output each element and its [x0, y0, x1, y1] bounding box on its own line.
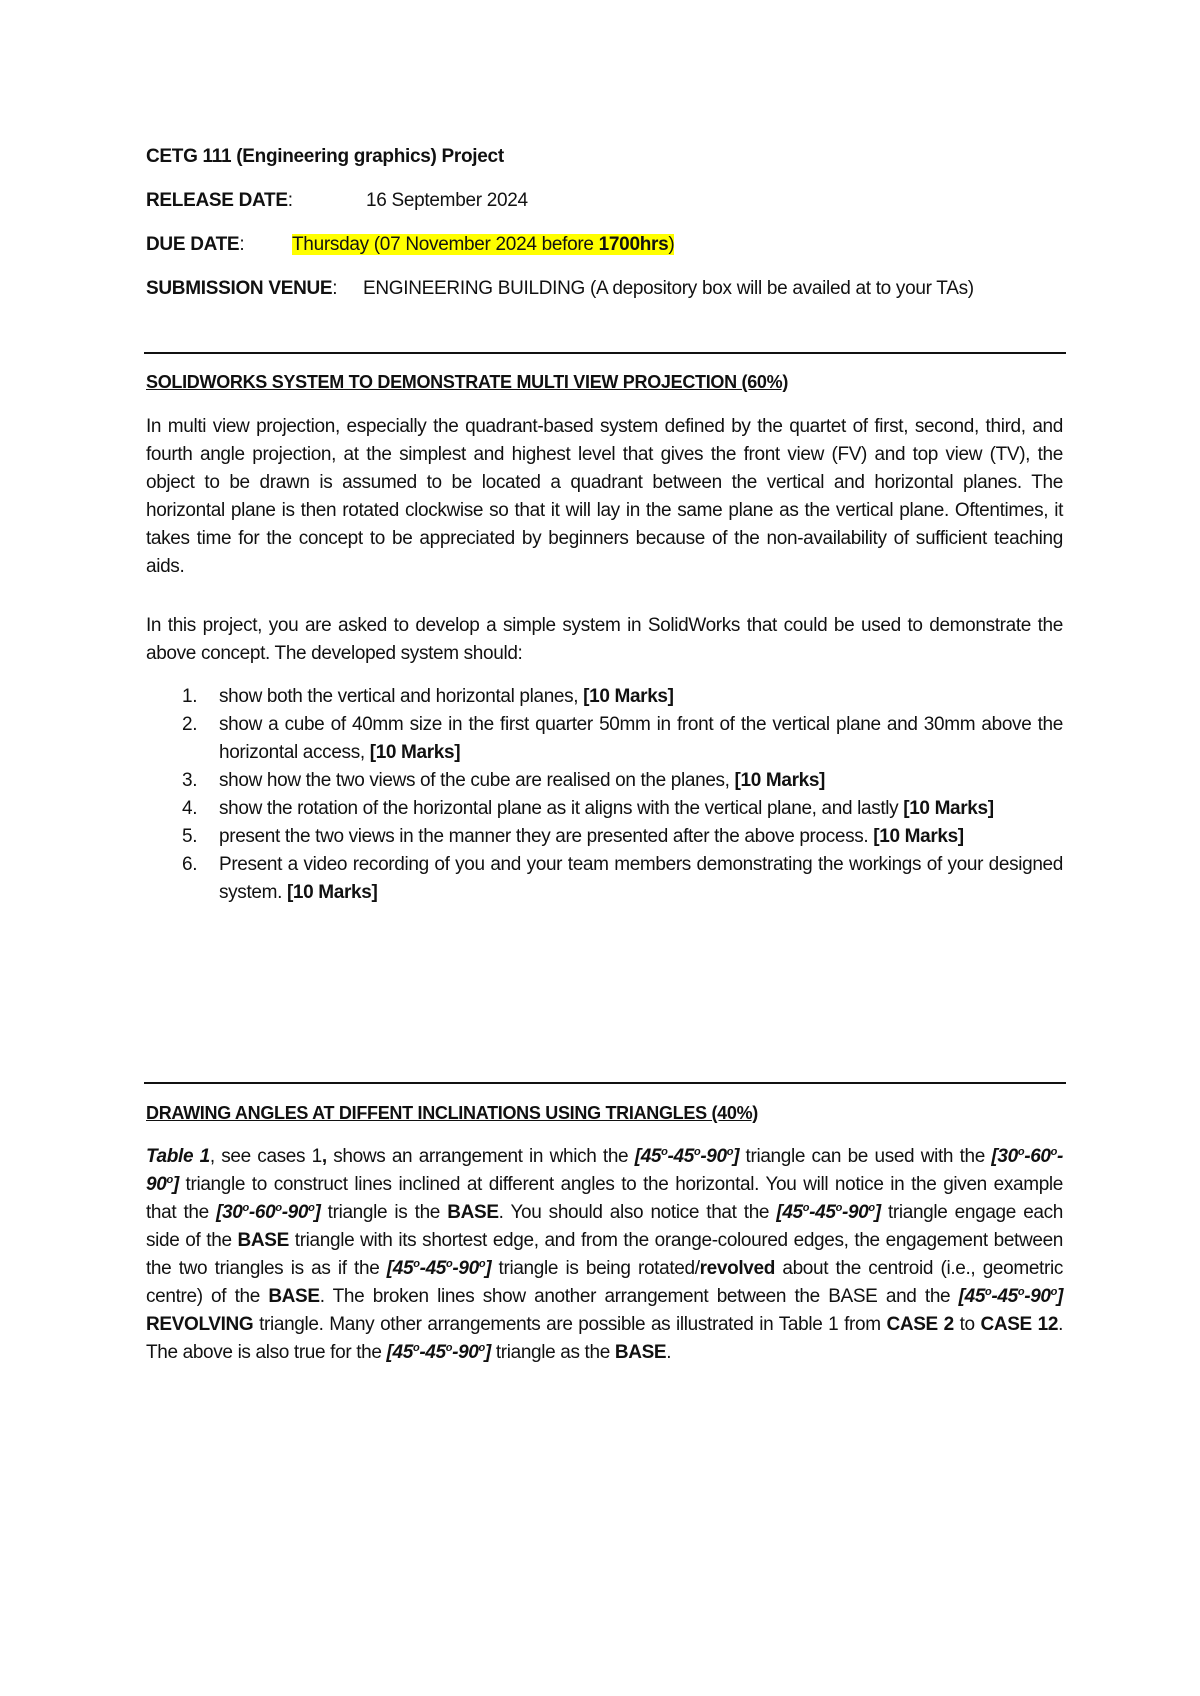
list-item: 1. show both the vertical and horizontal planes, [10 Marks] — [182, 686, 674, 707]
list-item: 6. Present a video recording of you and your team members demonstrating the workings of your designed system. [10 Marks] — [182, 854, 1063, 903]
release-date-label: RELEASE DATE: — [146, 190, 293, 211]
section1-body — [146, 413, 1063, 581]
section2-title: DRAWING ANGLES AT DIFFENT INCLINATIONS USING TRIANGLES (40%) — [146, 1103, 759, 1123]
submission-venue-label: SUBMISSION VENUE: — [146, 278, 338, 299]
list-item: 2. show a cube of 40mm size in the first quarter 50mm in front of the vertical plane and 30mm above the horizontal access, [10 Marks] — [182, 714, 1063, 763]
course-title: CETG 111 (Engineering graphics) Project — [146, 146, 504, 167]
task-list — [146, 683, 1063, 907]
triangle-45-45-90: [45$^o$-45$^o$-90$^o$] — [958, 1286, 1063, 1307]
submission-venue-value: ENGINEERING BUILDING (A depository box will be availed at to your TAs) — [363, 278, 974, 299]
section-divider — [144, 352, 1066, 354]
due-date-label: DUE DATE: — [146, 234, 245, 255]
section1-intro — [146, 612, 1063, 668]
release-date-value: 16 September 2024 — [366, 190, 528, 211]
triangle-45-45-90: [45$^o$-45$^o$-90$^o$] — [386, 1342, 491, 1363]
triangle-45-45-90: [45$^o$-45$^o$-90$^o$] — [386, 1258, 492, 1279]
section-divider — [144, 1082, 1066, 1084]
section1-title: SOLIDWORKS SYSTEM TO DEMONSTRATE MULTI VIEW PROJECTION (60%) — [146, 372, 789, 392]
triangle-30-60-90: [30$^o$-60$^o$-90$^o$] — [146, 1146, 1063, 1195]
section2-paragraph: Table 1, see cases 1, shows an arrangement in which the [45$^o$-45$^o$-90$^o$] triangle can be used with the [30$^o$-60$^o$-90$^o$] triangle to construct lines inclined at different angles to the horizontal. You will notice in the given example that the [30$^o$-60$^o$-90$^o$] triangle is the BASE. You should also notice that the [45$^o$-45$^o$-90$^o$] triangle engage each side of the BASE triangle with its shortest edge, and from the orange-coloured edges, the engagement between the two triangles is as if the [45$^o$-45$^o$-90$^o$] triangle is being rotated/revolved about the centroid (i.e., geometric centre) of the BASE. The broken lines show another arrangement between the BASE and the [45$^o$-45$^o$-90$^o$] REVOLVING triangle. Many other arrangements are possible as illustrated in Table 1 from CASE 2 to CASE 12. The above is also true for the [45$^o$-45$^o$-90$^o$] triangle as the BASE. — [146, 1146, 1064, 1363]
section1-paragraph2: In this project, you are asked to develop a simple system in SolidWorks that could be used to demonstrate the above concept. The developed system should: — [146, 615, 1063, 664]
list-item: 5. present the two views in the manner they are presented after the above process. [10 Marks] — [182, 826, 964, 847]
list-item: 4. show the rotation of the horizontal plane as it aligns with the vertical plane, and lastly [10 Marks] — [182, 798, 994, 819]
triangle-30-60-90: [30$^o$-60$^o$-90$^o$] — [216, 1202, 321, 1223]
triangle-45-45-90: [45$^o$-45$^o$-90$^o$] — [776, 1202, 881, 1223]
due-date-value: Thursday (07 November 2024 before 1700hrs) — [292, 234, 675, 255]
section2-body — [146, 1143, 1063, 1367]
list-item: 3. show how the two views of the cube are realised on the planes, [10 Marks] — [182, 770, 826, 791]
triangle-45-45-90: [45$^o$-45$^o$-90$^o$] — [634, 1146, 740, 1167]
section1-paragraph1: In multi view projection, especially the quadrant-based system defined by the quartet of first, second, third, and fourth angle projection, at the simplest and highest level that gives the front view (FV) and top view (TV), the object to be drawn is assumed to be located a quadrant between the vertical and horizontal planes. The horizontal plane is then rotated clockwise so that it will lay in the same plane as the vertical plane. Oftentimes, it takes time for the concept to be appreciated by beginners because of the non-availability of sufficient teaching aids. — [146, 416, 1063, 577]
